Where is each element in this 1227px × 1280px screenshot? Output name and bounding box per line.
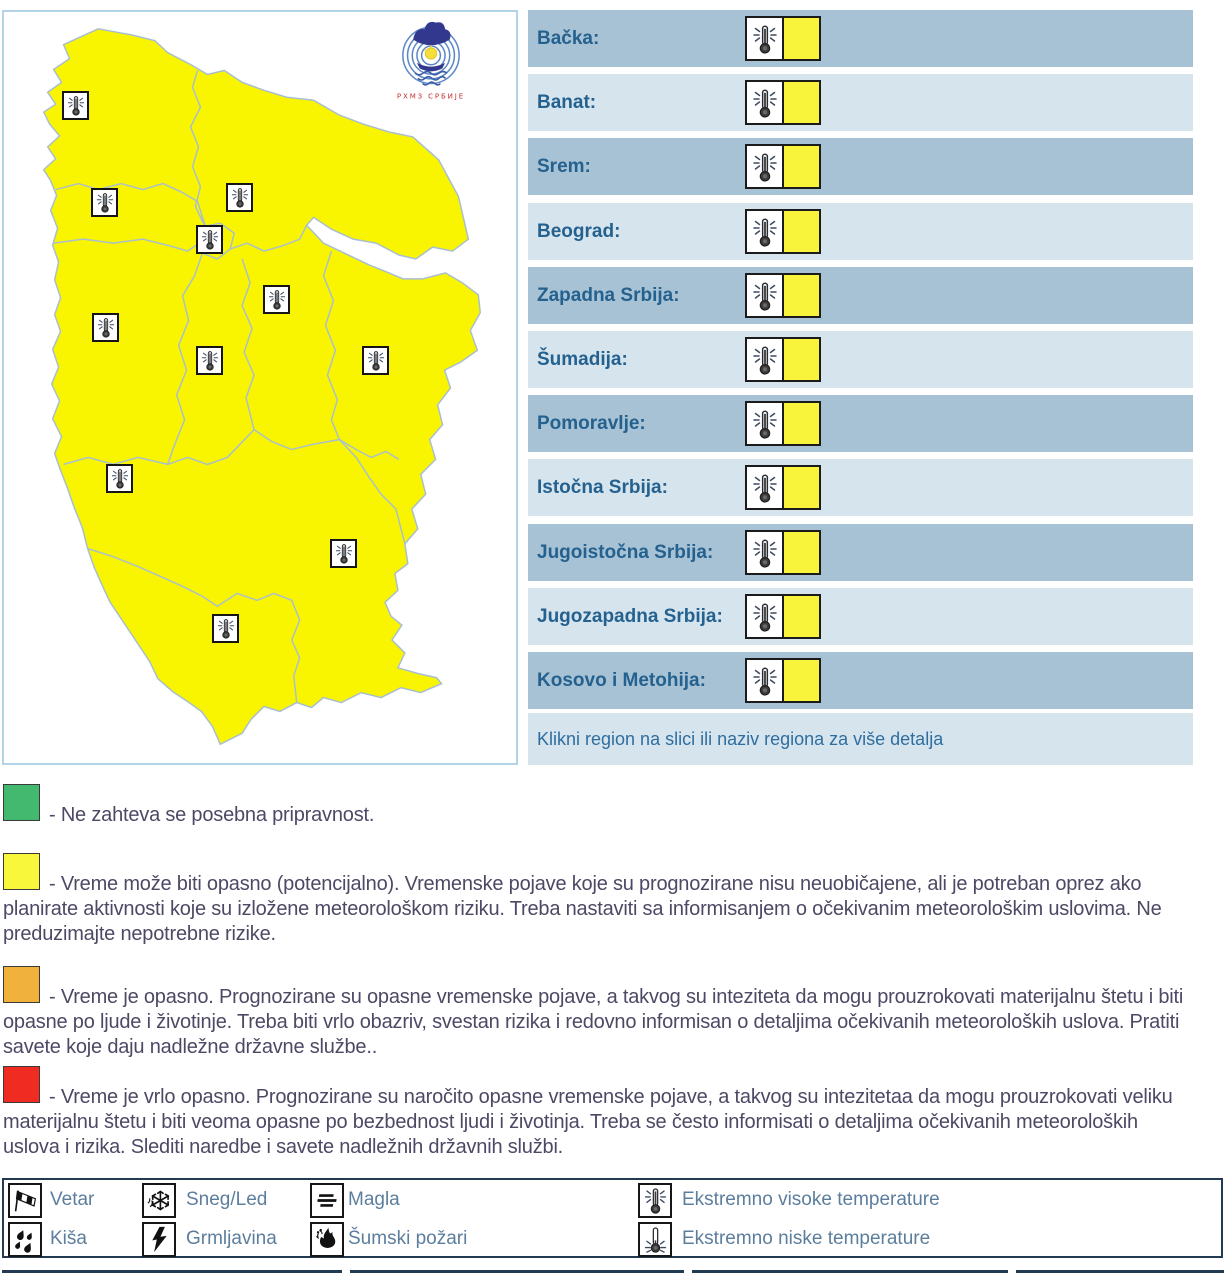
region-row[interactable]: [528, 267, 1193, 324]
alert-level-box: [782, 273, 821, 318]
region-row[interactable]: [528, 331, 1193, 388]
alert-level-box: [782, 594, 821, 639]
phenomena-label: Grmljavina: [186, 1228, 277, 1249]
bottom-table-border-segment: [2, 1270, 342, 1273]
extreme-high-temperature-icon: [745, 144, 784, 189]
alert-level-box: [782, 209, 821, 254]
extreme-high-temperature-icon: [217, 618, 235, 639]
extreme-high-temperature-icon: [745, 465, 784, 510]
region-table: [528, 10, 1193, 765]
extreme-high-temperature-icon: [745, 209, 784, 254]
legend-color-box-green: [3, 784, 40, 821]
forest-fire-icon: [310, 1222, 344, 1257]
map-region-icon[interactable]: [196, 346, 223, 375]
alert-level-box: [782, 337, 821, 382]
lightning-icon: [142, 1222, 176, 1257]
region-name-link[interactable]: Jugozapadna Srbija:: [537, 605, 723, 627]
click-hint-row: [528, 713, 1193, 765]
extreme-high-temperature-icon: [335, 543, 353, 564]
map-region-icon[interactable]: [196, 225, 223, 254]
rhmz-logo: [388, 16, 474, 106]
map-region-icon[interactable]: [263, 285, 290, 314]
map-region-icon[interactable]: [362, 346, 389, 375]
legend-color-box-red: [3, 1066, 40, 1103]
alert-indicator: [745, 594, 821, 639]
click-hint-text: Klikni region na slici ili naziv regiona za više detalja: [537, 728, 944, 749]
extreme-high-temperature-icon: [268, 289, 286, 310]
extreme-high-temperature-icon: [367, 350, 385, 371]
legend-item-red: - Vreme je vrlo opasno. Prognozirane su naročito opasne vremenske pojave, a takvog su intezitetaa da mogu prouzrokovati veliku materijalnu štetu i biti veoma opasne po bezbednost ljudi i životinja. Treba se često informisati o detaljima očekivanih meteoroloških uslova i rizika. Slediti naredbe i savete nadležnih državnih službi.: [3, 1066, 1193, 1160]
extreme-high-temperature-icon: [201, 229, 219, 250]
extreme-high-temperature-icon: [745, 80, 784, 125]
alert-level-box: [782, 16, 821, 61]
snowflake-icon: [142, 1183, 176, 1218]
alert-indicator: [745, 401, 821, 446]
region-name-link[interactable]: Beograd:: [537, 220, 621, 242]
windsock-icon: [8, 1183, 42, 1218]
extreme-high-temperature-icon: [745, 658, 784, 703]
map-region-icon[interactable]: [62, 91, 89, 120]
phenomena-label: Kiša: [50, 1228, 87, 1249]
map-region-icon[interactable]: [92, 313, 119, 342]
region-name-link[interactable]: Jugoistočna Srbija:: [537, 541, 714, 563]
legend-color-box-yellow: [3, 853, 40, 890]
region-name-link[interactable]: Pomoravlje:: [537, 412, 646, 434]
bottom-table-border-segment: [1016, 1270, 1224, 1273]
region-row[interactable]: [528, 652, 1193, 709]
alert-level-box: [782, 465, 821, 510]
legend-color-box-orange: [3, 966, 40, 1003]
map-region-icon[interactable]: [91, 188, 118, 217]
extreme-high-temperature-icon: [745, 401, 784, 446]
extreme-high-temperature-icon: [745, 530, 784, 575]
serbia-outline: [44, 29, 481, 744]
region-row[interactable]: [528, 74, 1193, 131]
region-row[interactable]: [528, 588, 1193, 645]
region-name-link[interactable]: Istočna Srbija:: [537, 476, 668, 498]
phenomena-label: Magla: [348, 1189, 400, 1210]
bottom-table-border-segment: [692, 1270, 1008, 1273]
thermometer-high-icon: [638, 1183, 672, 1218]
serbia-alert-map-panel: [2, 10, 518, 765]
region-name-link[interactable]: Kosovo i Metohija:: [537, 669, 706, 691]
extreme-high-temperature-icon: [97, 317, 115, 338]
region-name-link[interactable]: Šumadija:: [537, 348, 628, 370]
legend-item-orange: - Vreme je opasno. Prognozirane su opasne vremenske pojave, a takvog su inteziteta da mogu prouzrokovati materijalnu štetu i biti opasne po ljude i životinje. Treba biti vrlo obazriv, svestan rizika i redovno informisan o detaljima očekivanih meteoroloških uslova. Pratiti savete koje daju nadležne državne službe..: [3, 966, 1193, 1060]
region-row[interactable]: [528, 459, 1193, 516]
region-row[interactable]: [528, 10, 1193, 67]
fog-icon: [310, 1183, 344, 1218]
serbia-map[interactable]: [4, 12, 516, 763]
alert-indicator: [745, 209, 821, 254]
extreme-high-temperature-icon: [96, 192, 114, 213]
extreme-high-temperature-icon: [231, 187, 249, 208]
bottom-table-border-segment: [350, 1270, 684, 1273]
raindrops-icon: [8, 1222, 42, 1257]
map-region-icon[interactable]: [106, 464, 133, 493]
alert-indicator: [745, 530, 821, 575]
alert-level-box: [782, 530, 821, 575]
alert-indicator: [745, 273, 821, 318]
alert-indicator: [745, 80, 821, 125]
extreme-high-temperature-icon: [745, 273, 784, 318]
region-row[interactable]: [528, 524, 1193, 581]
extreme-high-temperature-icon: [745, 16, 784, 61]
map-region-icon[interactable]: [330, 539, 357, 568]
alert-indicator: [745, 337, 821, 382]
legend-item-yellow: - Vreme može biti opasno (potencijalno). Vremenske pojave koje su prognozirane nisu neuobičajene, ali je potreban oprez ako planirate aktivnosti koje su izložene meteorološkom riziku. Treba nastaviti sa informisanjem o očekivanim meteorološkim uslovima. Ne preduzimajte nepotrebne rizike.: [3, 853, 1193, 947]
legend-item-green: - Ne zahteva se posebna pripravnost.: [3, 784, 1193, 828]
region-name-link[interactable]: Srem:: [537, 155, 591, 177]
extreme-high-temperature-icon: [67, 95, 85, 116]
alert-indicator: [745, 658, 821, 703]
map-region-icon[interactable]: [212, 614, 239, 643]
region-row[interactable]: [528, 203, 1193, 260]
alert-indicator: [745, 16, 821, 61]
map-region-icon[interactable]: [226, 183, 253, 212]
alert-level-box: [782, 401, 821, 446]
region-name-link[interactable]: Banat:: [537, 91, 597, 113]
alert-indicator: [745, 144, 821, 189]
phenomena-label: Vetar: [50, 1189, 95, 1210]
extreme-high-temperature-icon: [745, 594, 784, 639]
phenomena-label: Ekstremno niske temperature: [682, 1228, 931, 1249]
extreme-high-temperature-icon: [201, 350, 219, 371]
region-row[interactable]: [528, 138, 1193, 195]
extreme-high-temperature-icon: [111, 468, 129, 489]
region-name-link[interactable]: Zapadna Srbija:: [537, 284, 680, 306]
extreme-high-temperature-icon: [745, 337, 784, 382]
phenomena-label: Sneg/Led: [186, 1189, 268, 1210]
region-row[interactable]: [528, 395, 1193, 452]
alert-level-box: [782, 658, 821, 703]
alert-indicator: [745, 465, 821, 510]
region-name-link[interactable]: Bačka:: [537, 27, 600, 49]
alert-level-box: [782, 144, 821, 189]
alert-level-box: [782, 80, 821, 125]
phenomena-label: Ekstremno visoke temperature: [682, 1189, 940, 1210]
phenomena-label: Šumski požari: [348, 1228, 468, 1249]
phenomena-icon-legend: [2, 1178, 1223, 1258]
thermometer-low-icon: [638, 1222, 672, 1257]
